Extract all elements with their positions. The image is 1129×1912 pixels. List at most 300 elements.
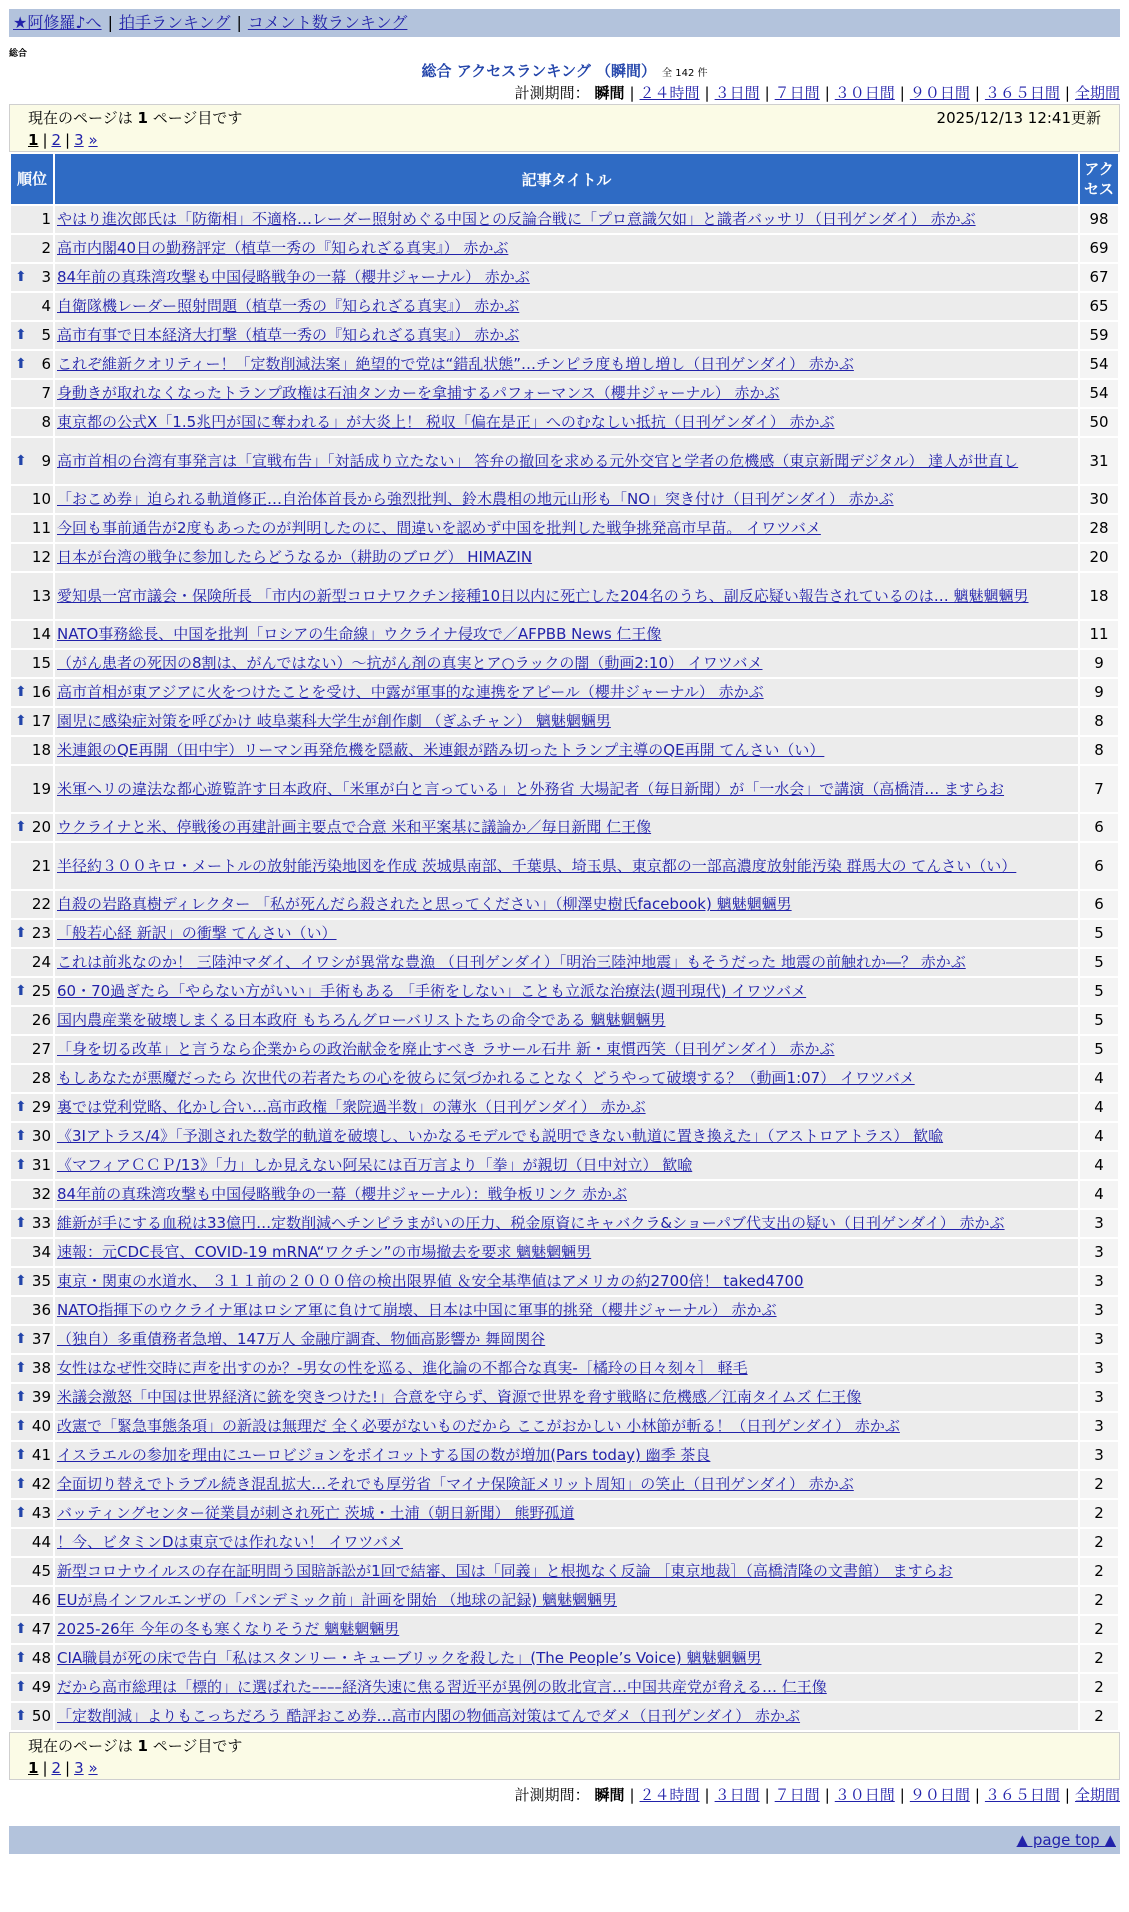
period-link[interactable]: ７日間 (774, 1786, 820, 1804)
period-separator: | (629, 84, 635, 102)
rank-number: 11 (31, 519, 51, 537)
period-separator: | (704, 1786, 710, 1804)
page-status: 現在のページは 1 ページ目です (28, 1737, 243, 1755)
table-row (11, 293, 1118, 320)
rank-number: 36 (31, 1301, 51, 1319)
article-link[interactable]: ！今、ビタミンDは東京では作れない！ イワツバメ (57, 1533, 404, 1551)
rank-number: 39 (31, 1388, 51, 1406)
article-link[interactable]: 裏では党利党略、化かし合い…高市政権「衆院過半数」の薄氷（日刊ゲンダイ） 赤かぶ (57, 1098, 646, 1116)
rank-cell (11, 322, 53, 349)
access-count: 5 (1080, 1036, 1118, 1063)
rank-cell (11, 1065, 53, 1092)
title-cell (55, 1587, 1078, 1614)
article-link[interactable]: だから高市総理は「標的」に選ばれた––––経済失速に焦る習近平が異例の敗北宣言…中国共産党が脅える… 仁王像 (57, 1678, 827, 1696)
article-link[interactable]: やはり進次郎氏は「防衛相」不適格…レーダー照射めぐる中国との反論合戦に「プロ意識欠如」と識者バッサリ（日刊ゲンダイ） 赤かぶ (57, 210, 976, 228)
article-link[interactable]: 東京・関東の水道水、 ３１１前の２０００倍の検出限界値 ＆安全基準値はアメリカの約2700倍！ taked4700 (57, 1272, 804, 1290)
category-label: 総合 (9, 49, 28, 59)
page-link[interactable]: 2 (51, 1759, 62, 1777)
article-link[interactable]: 高市首相が東アジアに火をつけたことを受け、中露が軍事的な連携をアピール（櫻井ジャーナル） 赤かぶ (57, 683, 764, 701)
article-link[interactable]: 84年前の真珠湾攻撃も中国侵略戦争の一幕（櫻井ジャーナル）：戦争板リンク 赤かぶ (57, 1185, 628, 1203)
up-arrow-icon: ⬆ (15, 1650, 27, 1666)
rank-cell (11, 1268, 53, 1295)
title-cell (55, 1645, 1078, 1672)
access-count: 5 (1080, 978, 1118, 1005)
title-cell (55, 1529, 1078, 1556)
article-link[interactable]: もしあなたが悪魔だったら 次世代の若者たちの心を彼らに気づかれることなく どうやって破壊する？（動画1:07） イワツバメ (57, 1069, 915, 1087)
page-links (28, 1757, 1101, 1779)
nav-separator: | (236, 13, 242, 32)
period-link[interactable]: ３日間 (714, 84, 760, 102)
up-arrow-icon: ⬆ (15, 1099, 27, 1115)
access-count: 9 (1080, 679, 1118, 706)
article-link[interactable]: 身動きが取れなくなったトランプ政権は石油タンカーを拿捕するパフォーマンス（櫻井ジャーナル） 赤かぶ (57, 384, 780, 402)
article-link[interactable]: 速報：元CDC長官、COVID-19 mRNA“ワクチン”の市場撤去を要求 魑魅魍魎男 (57, 1243, 592, 1261)
title-cell (55, 293, 1078, 320)
rank-cell (11, 235, 53, 262)
period-link[interactable]: ９０日間 (909, 1786, 970, 1804)
title-column-header: 記事タイトル (55, 154, 1078, 204)
rank-number: 26 (31, 1011, 51, 1029)
period-separator: | (899, 1786, 905, 1804)
page-top-link[interactable]: ▲ page top ▲ (1016, 1831, 1116, 1849)
rank-cell (11, 1442, 53, 1469)
page-link[interactable]: 2 (51, 131, 62, 149)
up-arrow-icon: ⬆ (15, 925, 27, 941)
rank-number: 34 (31, 1243, 51, 1261)
title-cell (55, 949, 1078, 976)
article-link[interactable]: 米軍ヘリの違法な都心遊覧許す日本政府、「米軍が白と言っている」と外務省 大場記者（毎日新聞）が「一水会」で講演（高橋清… ますらお (57, 779, 1005, 798)
rank-number: 3 (41, 268, 51, 286)
title-cell (55, 1500, 1078, 1527)
access-count: 2 (1080, 1471, 1118, 1498)
access-count: 59 (1080, 322, 1118, 349)
rank-column-header: 順位 (11, 154, 53, 204)
rank-cell (11, 1007, 53, 1034)
rank-number: 5 (41, 326, 51, 344)
article-link[interactable]: 女性はなぜ性交時に声を出すのか？-男女の性を巡る、進化論の不都合な真実-［橘玲の日々刻々］ 軽毛 (57, 1359, 748, 1377)
table-row (11, 380, 1118, 407)
access-count: 2 (1080, 1529, 1118, 1556)
up-arrow-icon: ⬆ (15, 1679, 27, 1695)
article-link[interactable]: ウクライナと米、停戦後の再建計画主要点で合意 米和平案基に議論か／毎日新聞 仁王像 (57, 818, 652, 836)
period-separator: | (1064, 1786, 1070, 1804)
table-row (11, 322, 1118, 349)
access-count: 3 (1080, 1326, 1118, 1353)
period-selector-bottom (9, 1784, 1120, 1806)
title-cell (55, 1181, 1078, 1208)
article-link[interactable]: これは前兆なのか！ 三陸沖マダイ、イワシが異常な豊漁 （日刊ゲンダイ）「明治三陸沖地震」もそうだった 地震の前触れか―？ 赤かぶ (57, 953, 966, 971)
rank-number: 19 (31, 779, 51, 798)
title-cell (55, 438, 1078, 484)
table-row (11, 1181, 1118, 1208)
table-row (11, 737, 1118, 764)
article-link[interactable]: 60・70過ぎたら「やらない方がいい」手術もある 「手術をしない」ことも立派な治療法(週刊現代) イワツバメ (57, 982, 807, 1000)
title-cell (55, 1326, 1078, 1353)
period-selector-top (9, 82, 1120, 104)
page-separator: | (65, 131, 71, 149)
top-nav-bar (9, 9, 1120, 37)
access-count: 2 (1080, 1500, 1118, 1527)
rank-number: 14 (31, 625, 51, 643)
access-count: 6 (1080, 891, 1118, 918)
table-row (11, 766, 1118, 812)
table-row (11, 438, 1118, 484)
rank-cell (11, 573, 53, 619)
rank-number: 7 (41, 384, 51, 402)
page-separator: | (65, 1759, 71, 1777)
access-count: 3 (1080, 1297, 1118, 1324)
access-count: 4 (1080, 1094, 1118, 1121)
rank-number: 40 (31, 1417, 51, 1435)
article-link[interactable]: 高市有事で日本経済大打撃（植草一秀の『知られざる真実』） 赤かぶ (57, 326, 520, 344)
period-separator: | (899, 84, 905, 102)
title-cell (55, 920, 1078, 947)
title-cell (55, 1413, 1078, 1440)
home-link[interactable]: ★阿修羅♪へ (13, 13, 102, 32)
period-link[interactable]: ２４時間 (639, 1786, 700, 1804)
rank-cell (11, 1094, 53, 1121)
period-separator: | (974, 1786, 980, 1804)
rank-cell (11, 650, 53, 677)
period-link[interactable]: ７日間 (774, 84, 820, 102)
article-link[interactable]: バッティングセンター従業員が刺され死亡 茨城・土浦（朝日新聞） 熊野孤道 (57, 1504, 575, 1522)
rank-cell (11, 1152, 53, 1179)
access-count: 8 (1080, 737, 1118, 764)
rank-cell (11, 1384, 53, 1411)
rank-number: 10 (31, 490, 51, 508)
access-count: 8 (1080, 708, 1118, 735)
table-row (11, 1442, 1118, 1469)
article-link[interactable]: イスラエルの参加を理由にユーロビジョンをボイコットする国の数が増加(Pars today) 幽季 茶良 (57, 1446, 711, 1464)
title-cell (55, 843, 1078, 889)
article-link[interactable]: 新型コロナウイルスの存在証明問う国賠訴訟が1回で結審、国は「同義」と根拠なく反論 ［東京地裁］（高橋清隆の文書館） ますらお (57, 1562, 953, 1580)
up-arrow-icon: ⬆ (15, 1447, 27, 1463)
access-count: 3 (1080, 1268, 1118, 1295)
article-link[interactable]: 《3Iアトラス/4》「予測された数学的軌道を破壊し、いかなるモデルでも説明できない軌道に置き換えた」（アストロアトラス） 歓喩 (57, 1127, 944, 1145)
article-link[interactable]: EUが鳥インフルエンザの「パンデミック前」計画を開始 （地球の記録) 魑魅魍魎男 (57, 1591, 617, 1609)
rank-number: 41 (31, 1446, 51, 1464)
table-row (11, 235, 1118, 262)
title-cell (55, 1239, 1078, 1266)
rank-number: 9 (41, 451, 51, 470)
title-cell (55, 1007, 1078, 1034)
table-row (11, 1384, 1118, 1411)
rank-cell (11, 544, 53, 571)
page-separator: | (42, 1759, 48, 1777)
table-row (11, 1007, 1118, 1034)
rank-cell (11, 1239, 53, 1266)
period-link[interactable]: ３６５日間 (984, 84, 1060, 102)
title-cell (55, 515, 1078, 542)
rank-number: 43 (31, 1504, 51, 1522)
article-link[interactable]: 「身を切る改革」と言うなら企業からの政治献金を廃止すべき ラサール石井 新・東慣西笑（日刊ゲンダイ） 赤かぶ (57, 1040, 835, 1058)
rank-number: 24 (31, 953, 51, 971)
title-cell (55, 1355, 1078, 1382)
table-row (11, 486, 1118, 513)
article-link[interactable]: 「般若心経 新訳」の衝撃 てんさい（い） (57, 924, 337, 942)
rank-number: 28 (31, 1069, 51, 1087)
access-count: 67 (1080, 264, 1118, 291)
table-row (11, 573, 1118, 619)
article-link[interactable]: 「おこめ券」迫られる軌道修正…自治体首長から強烈批判、鈴木農相の地元山形も「NO」突き付け（日刊ゲンダイ） 赤かぶ (57, 490, 894, 508)
title-cell (55, 1152, 1078, 1179)
table-row (11, 409, 1118, 436)
article-link[interactable]: 園児に感染症対策を呼びかけ 岐阜薬科大学生が創作劇 （ぎふチャン） 魑魅魍魎男 (57, 712, 611, 730)
period-link[interactable]: ９０日間 (909, 84, 970, 102)
period-separator: | (704, 84, 710, 102)
rank-number: 38 (31, 1359, 51, 1377)
rank-cell (11, 737, 53, 764)
rank-cell (11, 1326, 53, 1353)
article-link[interactable]: 今回も事前通告が2度もあったのが判明したのに、間違いを認めず中国を批判した戦争挑発高市早苗。 イワツバメ (57, 519, 821, 537)
page-link[interactable]: 3 (74, 131, 84, 149)
title-cell (55, 235, 1078, 262)
rank-number: 6 (41, 355, 51, 373)
page-links (28, 129, 1101, 151)
up-arrow-icon: ⬆ (15, 356, 27, 372)
access-count: 98 (1080, 206, 1118, 233)
title-cell (55, 351, 1078, 378)
table-row (11, 1268, 1118, 1295)
table-row (11, 544, 1118, 571)
page (9, 9, 1120, 1854)
period-link[interactable]: ３０日間 (834, 84, 895, 102)
title-cell (55, 650, 1078, 677)
article-link[interactable]: （がん患者の死因の8割は、がんではない）～抗がん剤の真実とア○ラックの闇（動画2:10） イワツバメ (57, 654, 763, 672)
access-count: 4 (1080, 1123, 1118, 1150)
title-cell (55, 1674, 1078, 1701)
total-count: 全 142 件 (662, 68, 708, 79)
up-arrow-icon: ⬆ (15, 713, 27, 729)
up-arrow-icon: ⬆ (15, 1215, 27, 1231)
access-count: 2 (1080, 1674, 1118, 1701)
rank-cell (11, 1674, 53, 1701)
rank-cell (11, 293, 53, 320)
title-cell (55, 708, 1078, 735)
article-link[interactable]: 維新が手にする血税は33億円…定数削減へチンピラまがいの圧力、税金原資にキャバクラ&ショーパブ代支出の疑い（日刊ゲンダイ） 赤かぶ (57, 1214, 1005, 1232)
rank-number: 2 (41, 239, 51, 257)
article-link[interactable]: 自衛隊機レーダー照射問題（植草一秀の『知られざる真実』） 赤かぶ (57, 297, 520, 315)
period-separator: | (974, 84, 980, 102)
title-cell (55, 891, 1078, 918)
table-row (11, 1210, 1118, 1237)
table-row (11, 708, 1118, 735)
rank-number: 17 (31, 712, 51, 730)
up-arrow-icon: ⬆ (15, 1476, 27, 1492)
rank-number: 45 (31, 1562, 51, 1580)
comment-ranking-link[interactable]: コメント数ランキング (247, 13, 408, 32)
rank-cell (11, 1413, 53, 1440)
title-cell (55, 1094, 1078, 1121)
access-count: 3 (1080, 1210, 1118, 1237)
rank-number: 47 (31, 1620, 51, 1638)
title-cell (55, 1442, 1078, 1469)
access-count: 31 (1080, 438, 1118, 484)
rank-cell (11, 1703, 53, 1730)
title-cell (55, 409, 1078, 436)
rank-number: 15 (31, 654, 51, 672)
article-link[interactable]: 改憲で「緊急事態条項」の新設は無理だ 全く必要がないものだから ここがおかしい 小林節が斬る！（日刊ゲンダイ） 赤かぶ (57, 1417, 900, 1435)
title-cell (55, 322, 1078, 349)
pager-bottom (9, 1732, 1120, 1780)
up-arrow-icon: ⬆ (15, 1128, 27, 1144)
rank-number: 21 (31, 856, 51, 875)
article-link[interactable]: 高市首相の台湾有事発言は「宣戦布告」「対話成り立たない」 答弁の撤回を求める元外交官と学者の危機感（東京新聞デジタル） 達人が世直し (57, 451, 1019, 470)
rank-number: 46 (31, 1591, 51, 1609)
rank-cell (11, 679, 53, 706)
article-link[interactable]: 「定数削減」よりもこっちだろう 酷評おこめ券…高市内閣の物価高対策はてんでダメ（日刊ゲンダイ） 赤かぶ (57, 1707, 801, 1725)
access-count: 69 (1080, 235, 1118, 262)
rank-number: 13 (31, 586, 51, 605)
access-count: 2 (1080, 1645, 1118, 1672)
rank-number: 18 (31, 741, 51, 759)
rank-cell (11, 1123, 53, 1150)
updated-time: 2025/12/13 12:41更新 (936, 109, 1101, 127)
access-count: 2 (1080, 1703, 1118, 1730)
rank-number: 20 (31, 818, 51, 836)
table-row (11, 264, 1118, 291)
access-count: 3 (1080, 1413, 1118, 1440)
rank-number: 35 (31, 1272, 51, 1290)
ranking-heading (9, 60, 1120, 82)
up-arrow-icon: ⬆ (15, 1360, 27, 1376)
ranking-title: 総合 アクセスランキング （瞬間） (421, 62, 657, 80)
table-row (11, 1674, 1118, 1701)
article-link[interactable]: 東京都の公式X「1.5兆円が国に奪われる」が大炎上！ 税収「偏在是正」へのむなしい抵抗（日刊ゲンダイ） 赤かぶ (57, 413, 835, 431)
access-count: 11 (1080, 621, 1118, 648)
access-column-header: アクセス (1080, 154, 1118, 204)
article-link[interactable]: NATO指揮下のウクライナ軍はロシア軍に負けて崩壊、日本は中国に軍事的挑発（櫻井ジャーナル） 赤かぶ (57, 1301, 777, 1319)
up-arrow-icon: ⬆ (15, 327, 27, 343)
access-count: 30 (1080, 486, 1118, 513)
table-row (11, 1558, 1118, 1585)
rank-number: 22 (31, 895, 51, 913)
table-row (11, 1645, 1118, 1672)
period-link[interactable]: 全期間 (1074, 1786, 1120, 1804)
access-count: 9 (1080, 650, 1118, 677)
article-link[interactable]: 愛知県一宮市議会・保険所長 「市内の新型コロナワクチン接種10日以内に死亡した204名のうち、副反応疑い報告されているのは… 魑魅魍魎男 (57, 586, 1029, 605)
title-cell (55, 978, 1078, 1005)
access-count: 3 (1080, 1442, 1118, 1469)
period-link[interactable]: ３日間 (714, 1786, 760, 1804)
access-count: 3 (1080, 1355, 1118, 1382)
period-link[interactable]: ３６５日間 (984, 1786, 1060, 1804)
title-cell (55, 1065, 1078, 1092)
access-count: 5 (1080, 1007, 1118, 1034)
rank-number: 31 (31, 1156, 51, 1174)
rank-cell (11, 949, 53, 976)
rank-cell (11, 1471, 53, 1498)
table-row (11, 1471, 1118, 1498)
rank-cell (11, 380, 53, 407)
article-link[interactable]: これぞ維新クオリティー！「定数削減法案」絶望的で党は“錯乱状態”…チンピラ度も増し増し（日刊ゲンダイ） 赤かぶ (57, 355, 854, 373)
rank-number: 48 (31, 1649, 51, 1667)
title-cell (55, 1616, 1078, 1643)
table-row (11, 1587, 1118, 1614)
article-link[interactable]: 高市内閣40日の勤務評定（植草一秀の『知られざる真実』） 赤かぶ (57, 239, 509, 257)
title-cell (55, 544, 1078, 571)
rank-cell (11, 621, 53, 648)
access-count: 6 (1080, 843, 1118, 889)
rank-number: 25 (31, 982, 51, 1000)
title-cell (55, 679, 1078, 706)
article-link[interactable]: （独自）多重債務者急増、147万人 金融庁調査、物価高影響か 舞岡関谷 (57, 1330, 546, 1348)
rank-cell (11, 1181, 53, 1208)
access-count: 4 (1080, 1181, 1118, 1208)
page-current: 1 (28, 131, 39, 149)
page-link[interactable]: 3 (74, 1759, 84, 1777)
period-link[interactable]: ３０日間 (834, 1786, 895, 1804)
access-count: 5 (1080, 920, 1118, 947)
table-row (11, 1529, 1118, 1556)
page-current: 1 (28, 1759, 39, 1777)
rank-number: 16 (31, 683, 51, 701)
period-link[interactable]: 全期間 (1074, 84, 1120, 102)
article-link[interactable]: NATO事務総長、中国を批判「ロシアの生命線」ウクライナ侵攻で／AFPBB News 仁王像 (57, 625, 662, 643)
article-link[interactable]: 半径約３００キロ・メートルの放射能汚染地図を作成 茨城県南部、千葉県、埼玉県、東京都の一部高濃度放射能汚染 群馬大の てんさい（い） (57, 856, 1017, 875)
table-row (11, 1094, 1118, 1121)
up-arrow-icon: ⬆ (15, 1331, 27, 1347)
rank-number: 1 (41, 210, 51, 228)
period-link[interactable]: ２４時間 (639, 84, 700, 102)
article-link[interactable]: CIA職員が死の床で告白「私はスタンリー・キューブリックを殺した」(The People’s Voice) 魑魅魍魎男 (57, 1649, 762, 1667)
next-page-link[interactable]: » (88, 131, 98, 149)
up-arrow-icon: ⬆ (15, 452, 27, 469)
access-count: 3 (1080, 1384, 1118, 1411)
pager-top (9, 104, 1120, 152)
period-current: 瞬間 (594, 84, 625, 102)
rank-cell (11, 708, 53, 735)
access-count: 6 (1080, 814, 1118, 841)
article-link[interactable]: 自殺の岩路真樹ディレクター 「私が死んだら殺されたと思ってください」（柳澤史樹氏facebook) 魑魅魍魎男 (57, 895, 792, 913)
period-separator: | (629, 1786, 635, 1804)
access-count: 28 (1080, 515, 1118, 542)
rank-cell (11, 766, 53, 812)
up-arrow-icon: ⬆ (15, 684, 27, 700)
table-row (11, 1703, 1118, 1730)
title-cell (55, 766, 1078, 812)
article-link[interactable]: 2025-26年 今年の冬も寒くなりそうだ 魑魅魍魎男 (57, 1620, 400, 1638)
rank-cell (11, 486, 53, 513)
applause-ranking-link[interactable]: 拍手ランキング (118, 13, 231, 32)
access-count: 3 (1080, 1239, 1118, 1266)
article-link[interactable]: 84年前の真珠湾攻撃も中国侵略戦争の一幕（櫻井ジャーナル） 赤かぶ (57, 268, 530, 286)
table-row (11, 621, 1118, 648)
rank-number: 4 (41, 297, 51, 315)
table-row (11, 679, 1118, 706)
table-row (11, 1152, 1118, 1179)
title-cell (55, 621, 1078, 648)
rank-number: 29 (31, 1098, 51, 1116)
article-link[interactable]: 米連銀のQE再開（田中宇）リーマン再発危機を隠蔽、米連銀が踏み切ったトランプ主導のQE再開 てんさい（い） (57, 741, 825, 759)
title-cell (55, 737, 1078, 764)
up-arrow-icon: ⬆ (15, 1389, 27, 1405)
article-link[interactable]: 全面切り替えでトラブル続き混乱拡大…それでも厚労省「マイナ保険証メリット周知」の笑止（日刊ゲンダイ） 赤かぶ (57, 1475, 854, 1493)
next-page-link[interactable]: » (88, 1759, 98, 1777)
article-link[interactable]: 米議会激怒「中国は世界経済に銃を突きつけた!」合意を守らず、資源で世界を脅す戦略に危機感／江南タイムズ 仁王像 (57, 1388, 862, 1406)
rank-cell (11, 920, 53, 947)
rank-cell (11, 409, 53, 436)
title-cell (55, 1210, 1078, 1237)
article-link[interactable]: 《マフィアＣＣＰ/13》「力」しか見えない阿呆には百万言より「拳」が親切（日中対立） 歓喩 (57, 1156, 693, 1174)
article-link[interactable]: 日本が台湾の戦争に参加したらどうなるか（耕助のブログ） HIMAZIN (57, 548, 533, 566)
rank-cell (11, 351, 53, 378)
rank-cell (11, 1355, 53, 1382)
table-row (11, 351, 1118, 378)
up-arrow-icon: ⬆ (15, 269, 27, 285)
up-arrow-icon: ⬆ (15, 1621, 27, 1637)
article-link[interactable]: 国内農産業を破壊しまくる日本政府 もちろんグローバリストたちの命令である 魑魅魍魎男 (57, 1011, 666, 1029)
